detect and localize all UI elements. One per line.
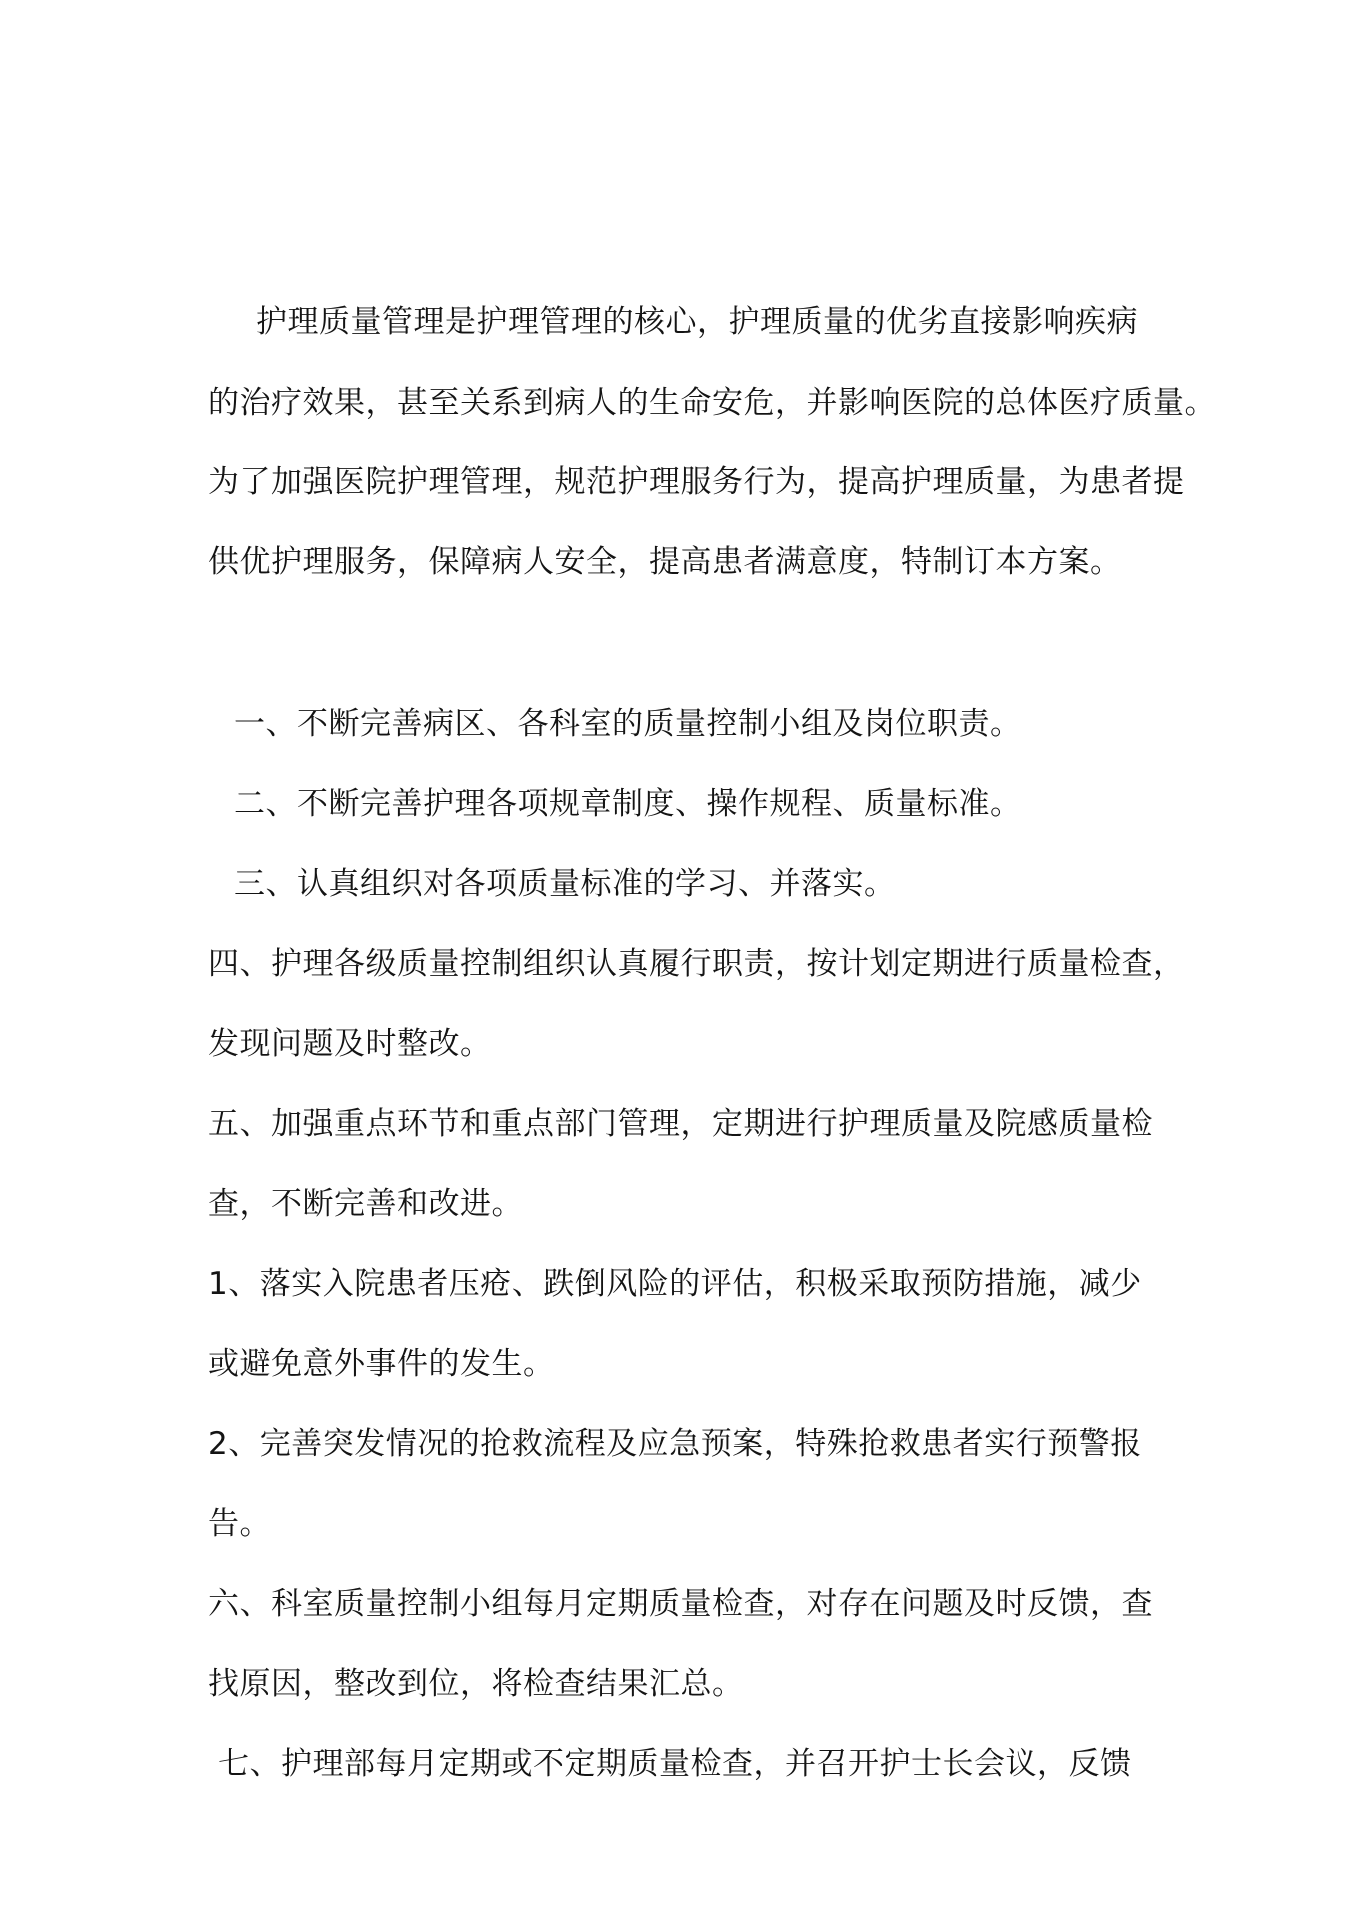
- intro-line-3: 为了加强医院护理管理，规范护理服务行为，提高护理质量，为患者提: [208, 464, 1185, 500]
- item-3: 三、认真组织对各项质量标准的学习、并落实。: [234, 866, 896, 902]
- item-4-line-1: 四、护理各级质量控制组织认真履行职责，按计划定期进行质量检查，: [208, 946, 1185, 982]
- item-2: 二、不断完善护理各项规章制度、操作规程、质量标准。: [234, 786, 1022, 822]
- item-5-line-2: 查，不断完善和改进。: [208, 1186, 523, 1222]
- sub-item-1-line-1: 1、落实入院患者压疮、跌倒风险的评估，积极采取预防措施，减少: [208, 1266, 1142, 1302]
- sub-item-2-line-2: 告。: [208, 1506, 271, 1542]
- item-6-line-1: 六、科室质量控制小组每月定期质量检查，对存在问题及时反馈，查: [208, 1586, 1153, 1622]
- intro-line-2: 的治疗效果，甚至关系到病人的生命安危，并影响医院的总体医疗质量。: [208, 385, 1216, 421]
- item-7-line-1: 七、护理部每月定期或不定期质量检查，并召开护士长会议，反馈: [218, 1746, 1132, 1782]
- item-6-line-2: 找原因，整改到位，将检查结果汇总。: [208, 1666, 744, 1702]
- sub-item-1-line-2: 或避免意外事件的发生。: [208, 1346, 555, 1382]
- item-4-line-2: 发现问题及时整改。: [208, 1026, 492, 1062]
- item-1: 一、不断完善病区、各科室的质量控制小组及岗位职责。: [234, 706, 1022, 742]
- item-5-line-1: 五、加强重点环节和重点部门管理，定期进行护理质量及院感质量检: [208, 1106, 1153, 1142]
- sub-item-2-line-1: 2、完善突发情况的抢救流程及应急预案，特殊抢救患者实行预警报: [208, 1426, 1142, 1462]
- intro-line-1: 护理质量管理是护理管理的核心，护理质量的优劣直接影响疾病: [256, 304, 1138, 340]
- intro-line-4: 供优护理服务，保障病人安全，提高患者满意度，特制订本方案。: [208, 544, 1122, 580]
